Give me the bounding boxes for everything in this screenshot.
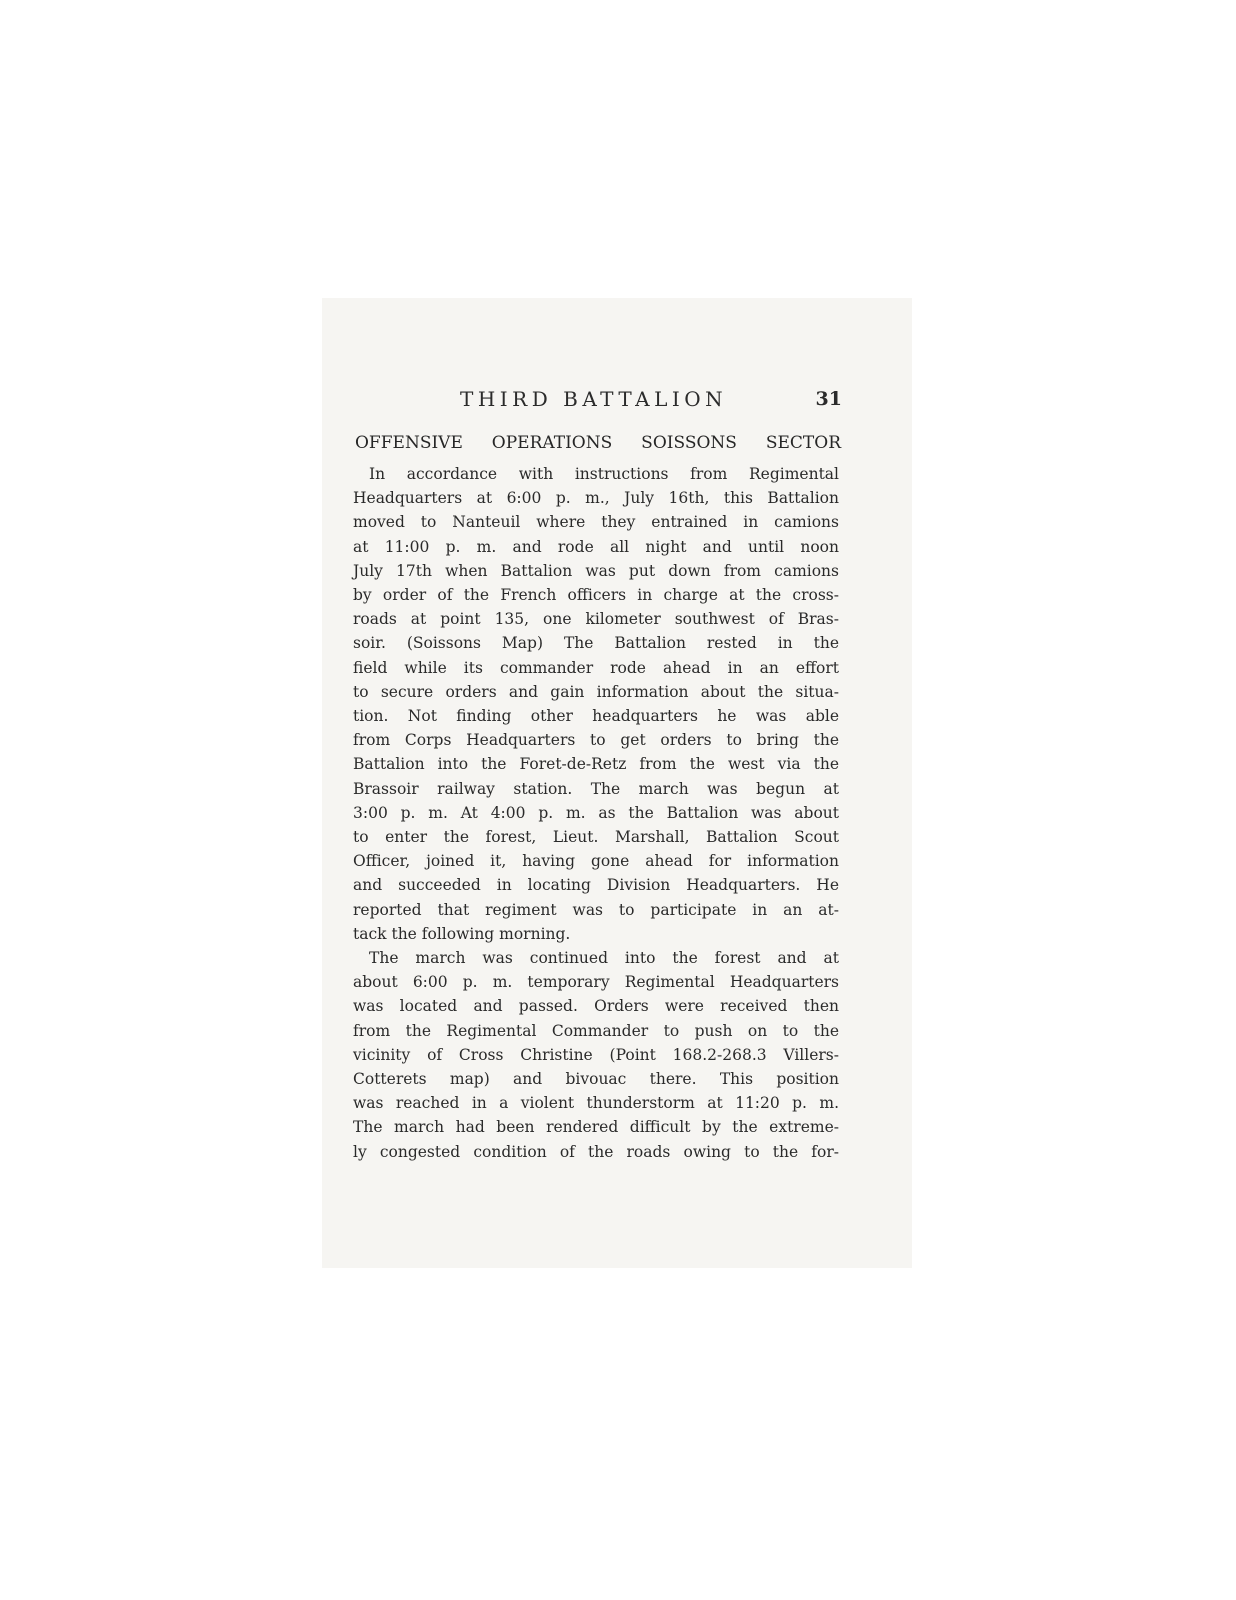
text-line: The march was continued into the forest and at [369,949,839,968]
paragraph-1 [353,462,839,946]
text-line: from the Regimental Commander to push on to the [353,1021,839,1040]
section-heading: OFFENSIVE OPERATIONS SOISSONS SECTOR [355,433,841,453]
text-line: In accordance with instructions from Regimental [369,465,839,483]
text-line: tack the following morning. [353,924,571,943]
text-line: soir. (Soissons Map) The Battalion rested in the [353,634,839,653]
page-number: 31 [815,388,842,410]
text-line: roads at point 135, one kilometer southwest of Bras- [353,610,839,629]
text-line: to enter the forest, Lieut. Marshall, Battalion Scout [353,828,839,847]
paragraph-2 [353,946,839,1164]
text-line: and succeeded in locating Division Headquarters. He [353,876,839,895]
text-line: July 17th when Battalion was put down from camions [353,561,839,580]
text-line: vicinity of Cross Christine (Point 168.2-268.3 Villers- [353,1045,839,1064]
text-line: by order of the French officers in charge at the cross- [353,586,839,605]
text-line: tion. Not finding other headquarters he was able [353,707,839,726]
running-title: THIRD BATTALION [460,387,728,411]
text-line: The march had been rendered difficult by the extreme- [353,1118,839,1137]
text-line: about 6:00 p. m. temporary Regimental Headquarters [353,973,839,992]
text-line: at 11:00 p. m. and rode all night and until noon [353,537,839,556]
text-line: Cotterets map) and bivouac there. This position [353,1070,839,1089]
body-text [353,462,839,1164]
text-line: Officer, joined it, having gone ahead for information [353,852,839,871]
text-line: reported that regiment was to participate in an at- [353,900,839,919]
text-line: ly congested condition of the roads owing to the for- [353,1142,839,1161]
text-line: Headquarters at 6:00 p. m., July 16th, this Battalion [353,489,839,508]
running-header [350,384,842,418]
text-line: to secure orders and gain information about the situa- [353,682,839,701]
text-line: was located and passed. Orders were received then [353,997,839,1016]
text-line: Brassoir railway station. The march was begun at [353,779,839,798]
text-line: from Corps Headquarters to get orders to bring the [353,731,839,750]
text-line: moved to Nanteuil where they entrained in camions [353,513,839,532]
text-line: Battalion into the Foret-de-Retz from the west via the [353,755,839,774]
text-line: 3:00 p. m. At 4:00 p. m. as the Battalion was about [353,803,839,822]
text-line: was reached in a violent thunderstorm at 11:20 p. m. [353,1094,839,1113]
text-line: field while its commander rode ahead in an effort [353,658,839,677]
